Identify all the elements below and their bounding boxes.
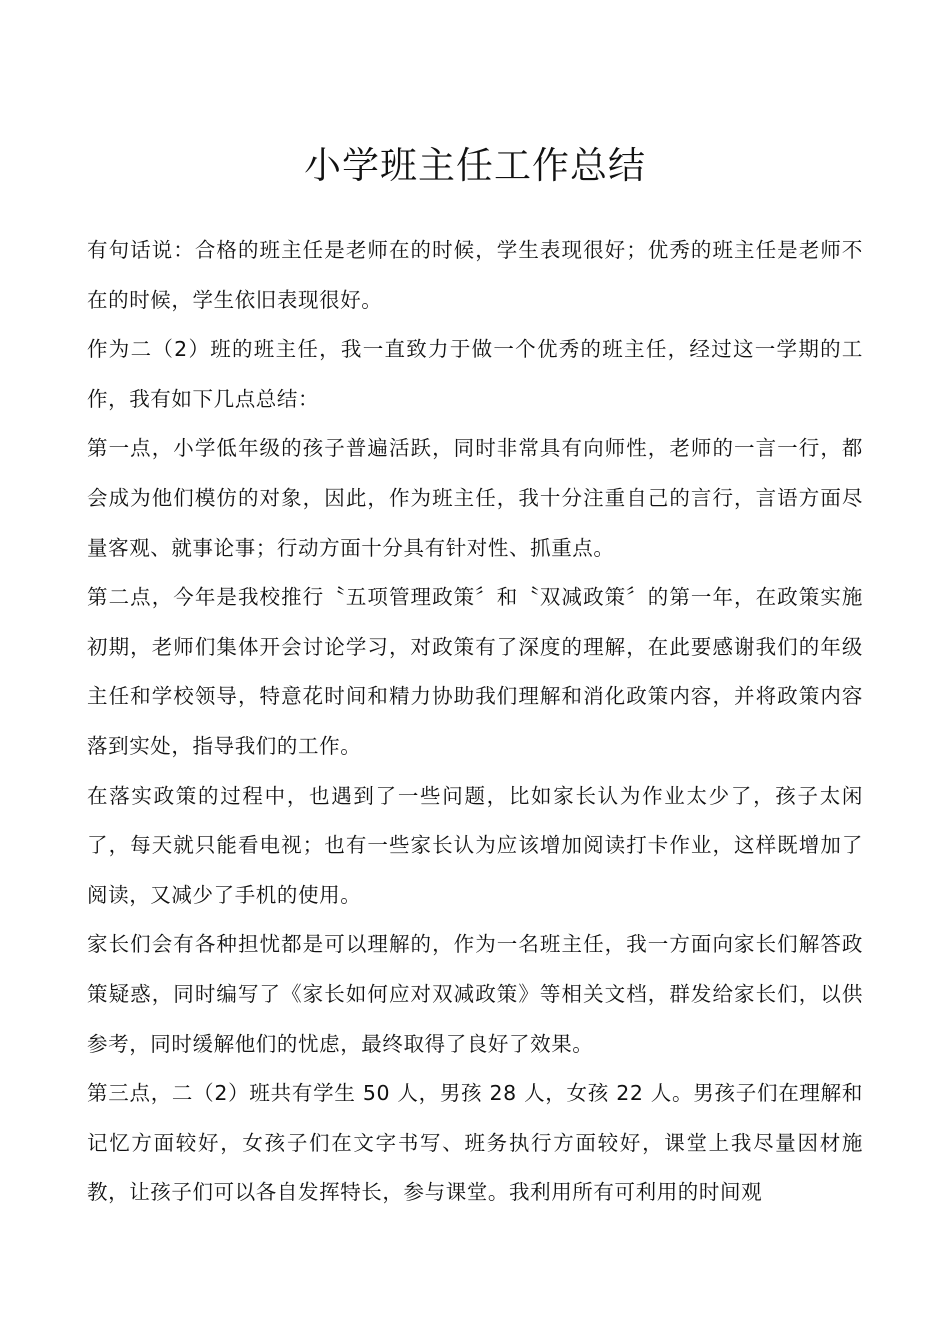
document-body (87, 226, 863, 1218)
paragraph-point-two: 第二点，今年是我校推行〝五项管理政策〞和〝双减政策〞的第一年，在政策实施初期，老师们集体开会讨论学习，对政策有了深度的理解，在此要感谢我们的年级主任和学校领导，特意花时间和精力协助我们理解和消化政策内容，并将政策内容落到实处，指导我们的工作。 (87, 585, 863, 758)
paragraph-point-one: 第一点，小学低年级的孩子普遍活跃，同时非常具有向师性，老师的一言一行，都会成为他们模仿的对象，因此，作为班主任，我十分注重自己的言行，言语方面尽量客观、就事论事；行动方面十分具有针对性、抓重点。 (87, 436, 863, 560)
paragraph-point-three: 第三点，二（2）班共有学生 50 人，男孩 28 人，女孩 22 人。男孩子们在理解和记忆方面较好，女孩子们在文字书写、班务执行方面较好，课堂上我尽量因材施教，让孩子们可以各自发挥特长，参与课堂。我利用所有可利用的时间观 (87, 1081, 863, 1205)
paragraph-role: 作为二（2）班的班主任，我一直致力于做一个优秀的班主任，经过这一学期的工作，我有如下几点总结： (87, 337, 863, 411)
paragraph-intro: 有句话说：合格的班主任是老师在的时候，学生表现很好；优秀的班主任是老师不在的时候，学生依旧表现很好。 (87, 238, 863, 312)
paragraph-parents: 家长们会有各种担忧都是可以理解的，作为一名班主任，我一方面向家长们解答政策疑惑，同时编写了《家长如何应对双减政策》等相关文档，群发给家长们，以供参考，同时缓解他们的忧虑，最终取得了良好了效果。 (87, 932, 863, 1056)
document-title: 小学班主任工作总结 (304, 144, 646, 187)
paragraph-implementation: 在落实政策的过程中，也遇到了一些问题，比如家长认为作业太少了，孩子太闲了，每天就只能看电视；也有一些家长认为应该增加阅读打卡作业，这样既增加了阅读，又减少了手机的使用。 (87, 783, 863, 907)
